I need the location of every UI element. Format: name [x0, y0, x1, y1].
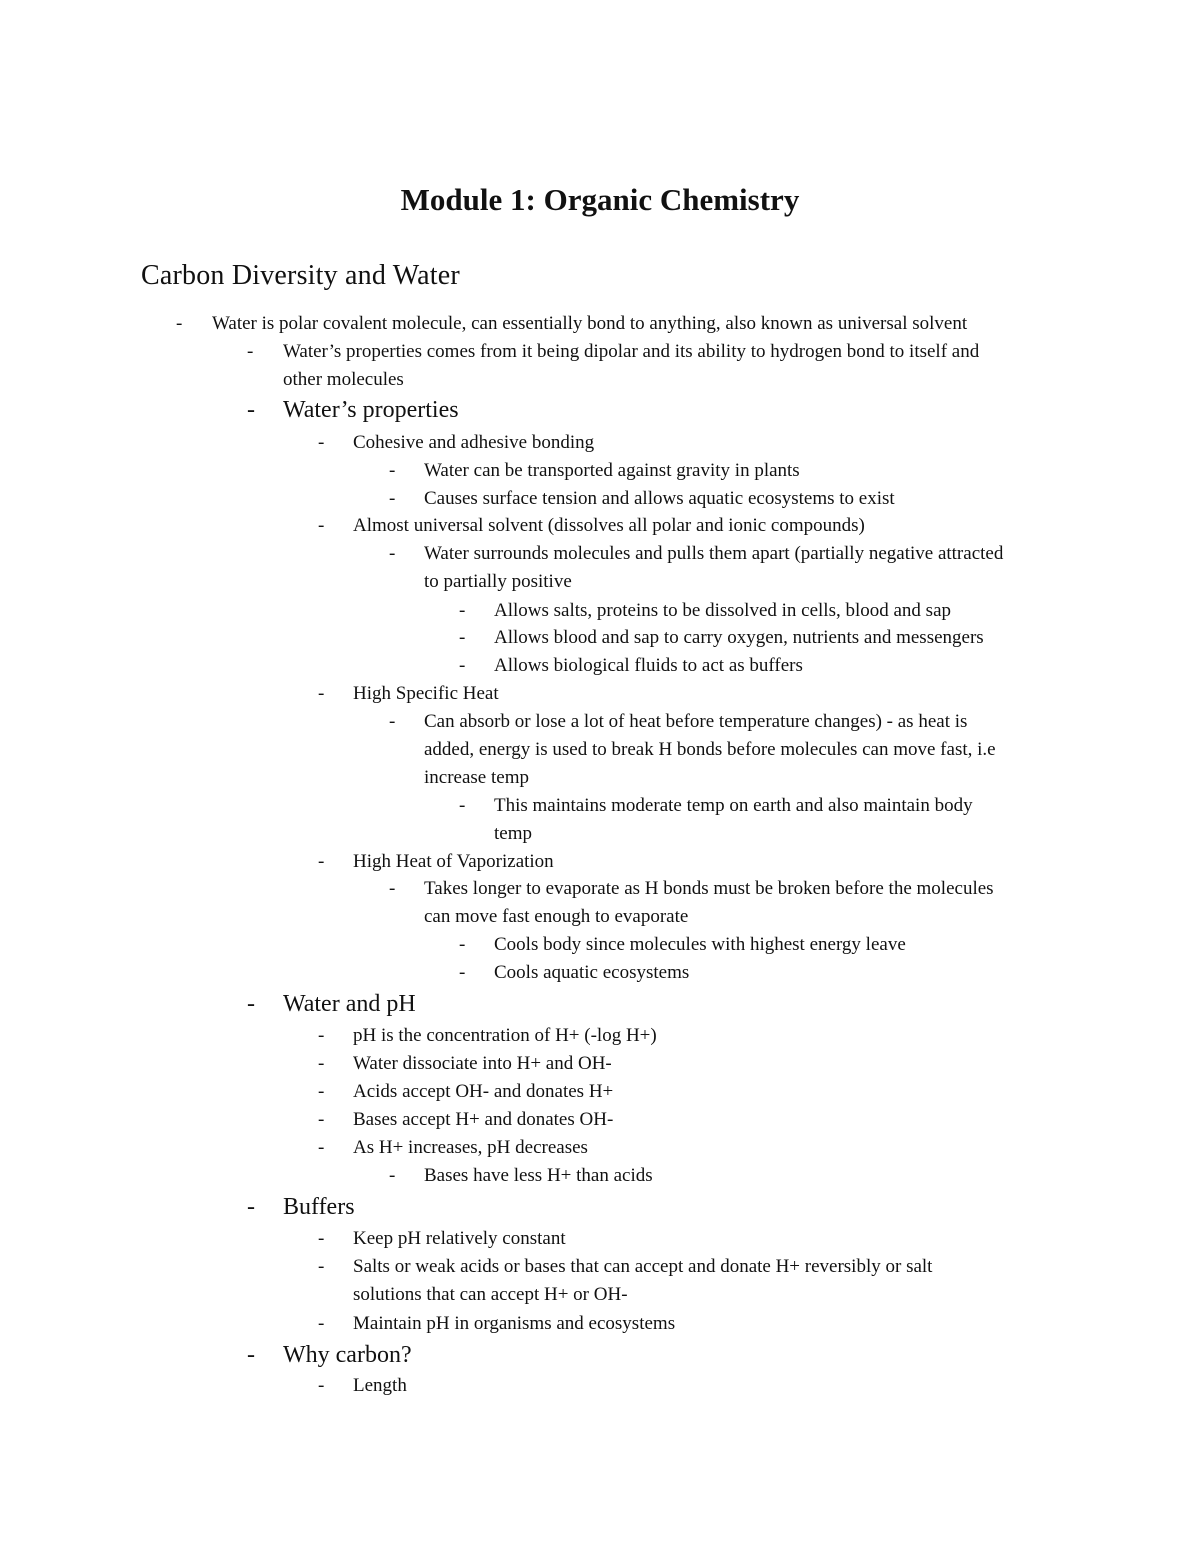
list-item-text: Maintain pH in organisms and ecosystems	[353, 1313, 676, 1334]
bullet-dash: -	[318, 851, 325, 872]
bullet-dash: -	[389, 543, 396, 564]
bullet-dash: -	[247, 1194, 255, 1220]
list-item-text: added, energy is used to break H bonds before molecules can move fast, i.e	[424, 739, 996, 760]
section-heading: Carbon Diversity and Water	[141, 260, 460, 291]
list-item-text: Water can be transported against gravity in plants	[424, 460, 800, 481]
bullet-dash: -	[389, 460, 396, 481]
list-item-text: Allows blood and sap to carry oxygen, nutrients and messengers	[494, 627, 984, 648]
list-item-text: Water surrounds molecules and pulls them apart (partially negative attracted	[424, 543, 1004, 564]
bullet-dash: -	[459, 934, 466, 955]
bullet-dash: -	[247, 1342, 255, 1368]
list-item-text: pH is the concentration of H+ (-log H+)	[353, 1025, 657, 1046]
list-item-text: This maintains moderate temp on earth and also maintain body	[494, 795, 973, 816]
list-item-text: Length	[353, 1375, 407, 1396]
bullet-dash: -	[318, 683, 325, 704]
bullet-dash: -	[389, 488, 396, 509]
bullet-dash: -	[318, 1137, 325, 1158]
list-item-text: As H+ increases, pH decreases	[353, 1137, 588, 1158]
list-item-text: increase temp	[424, 767, 529, 788]
bullet-dash: -	[459, 655, 466, 676]
bullet-dash: -	[247, 341, 254, 362]
subheading-text: Buffers	[283, 1194, 355, 1220]
list-item-text: Can absorb or lose a lot of heat before temperature changes) - as heat is	[424, 711, 968, 732]
list-item-text: Cools aquatic ecosystems	[494, 962, 690, 983]
bullet-dash: -	[459, 600, 466, 621]
list-item-text: Almost universal solvent (dissolves all polar and ionic compounds)	[353, 515, 865, 536]
bullet-dash: -	[318, 1025, 325, 1046]
bullet-dash: -	[318, 1256, 325, 1277]
bullet-dash: -	[389, 878, 396, 899]
bullet-dash: -	[247, 397, 255, 423]
subheading-text: Water’s properties	[283, 397, 459, 423]
list-item-text: Water is polar covalent molecule, can essentially bond to anything, also known as universal solvent	[212, 313, 968, 334]
bullet-dash: -	[318, 515, 325, 536]
list-item-text: Acids accept OH- and donates H+	[353, 1081, 614, 1102]
bullet-dash: -	[318, 1228, 325, 1249]
list-item-text: Allows biological fluids to act as buffers	[494, 655, 803, 676]
bullet-dash: -	[459, 795, 466, 816]
bullet-dash: -	[318, 1053, 325, 1074]
bullet-dash: -	[318, 1375, 325, 1396]
list-item-text: can move fast enough to evaporate	[424, 906, 689, 927]
bullet-dash: -	[459, 627, 466, 648]
list-item-text: to partially positive	[424, 571, 572, 592]
bullet-dash: -	[318, 1109, 325, 1130]
list-item-text: Causes surface tension and allows aquatic ecosystems to exist	[424, 488, 895, 509]
list-item-text: High Specific Heat	[353, 683, 499, 704]
bullet-dash: -	[176, 313, 183, 334]
list-item-text: Bases have less H+ than acids	[424, 1165, 653, 1186]
list-item-text: Water dissociate into H+ and OH-	[353, 1053, 612, 1074]
list-item-text: Water’s properties comes from it being dipolar and its ability to hydrogen bond to itself and	[283, 341, 980, 362]
list-item-text: Salts or weak acids or bases that can accept and donate H+ reversibly or salt	[353, 1256, 933, 1277]
bullet-dash: -	[247, 991, 255, 1017]
bullet-dash: -	[318, 1081, 325, 1102]
bullet-dash: -	[318, 432, 325, 453]
bullet-dash: -	[318, 1313, 325, 1334]
list-item-text: solutions that can accept H+ or OH-	[353, 1284, 628, 1305]
list-item-text: temp	[494, 823, 532, 844]
list-item-text: High Heat of Vaporization	[353, 851, 554, 872]
bullet-dash: -	[389, 1165, 396, 1186]
list-item-text: Cools body since molecules with highest energy leave	[494, 934, 906, 955]
subheading-text: Why carbon?	[283, 1342, 412, 1368]
bullet-dash: -	[459, 962, 466, 983]
list-item-text: Takes longer to evaporate as H bonds must be broken before the molecules	[424, 878, 994, 899]
list-item-text: Bases accept H+ and donates OH-	[353, 1109, 614, 1130]
list-item-text: Allows salts, proteins to be dissolved in cells, blood and sap	[494, 600, 952, 621]
list-item-text: Keep pH relatively constant	[353, 1228, 566, 1249]
subheading-text: Water and pH	[283, 991, 416, 1017]
page-title: Module 1: Organic Chemistry	[400, 182, 800, 217]
list-item-text: other molecules	[283, 369, 404, 390]
bullet-dash: -	[389, 711, 396, 732]
list-item-text: Cohesive and adhesive bonding	[353, 432, 595, 453]
